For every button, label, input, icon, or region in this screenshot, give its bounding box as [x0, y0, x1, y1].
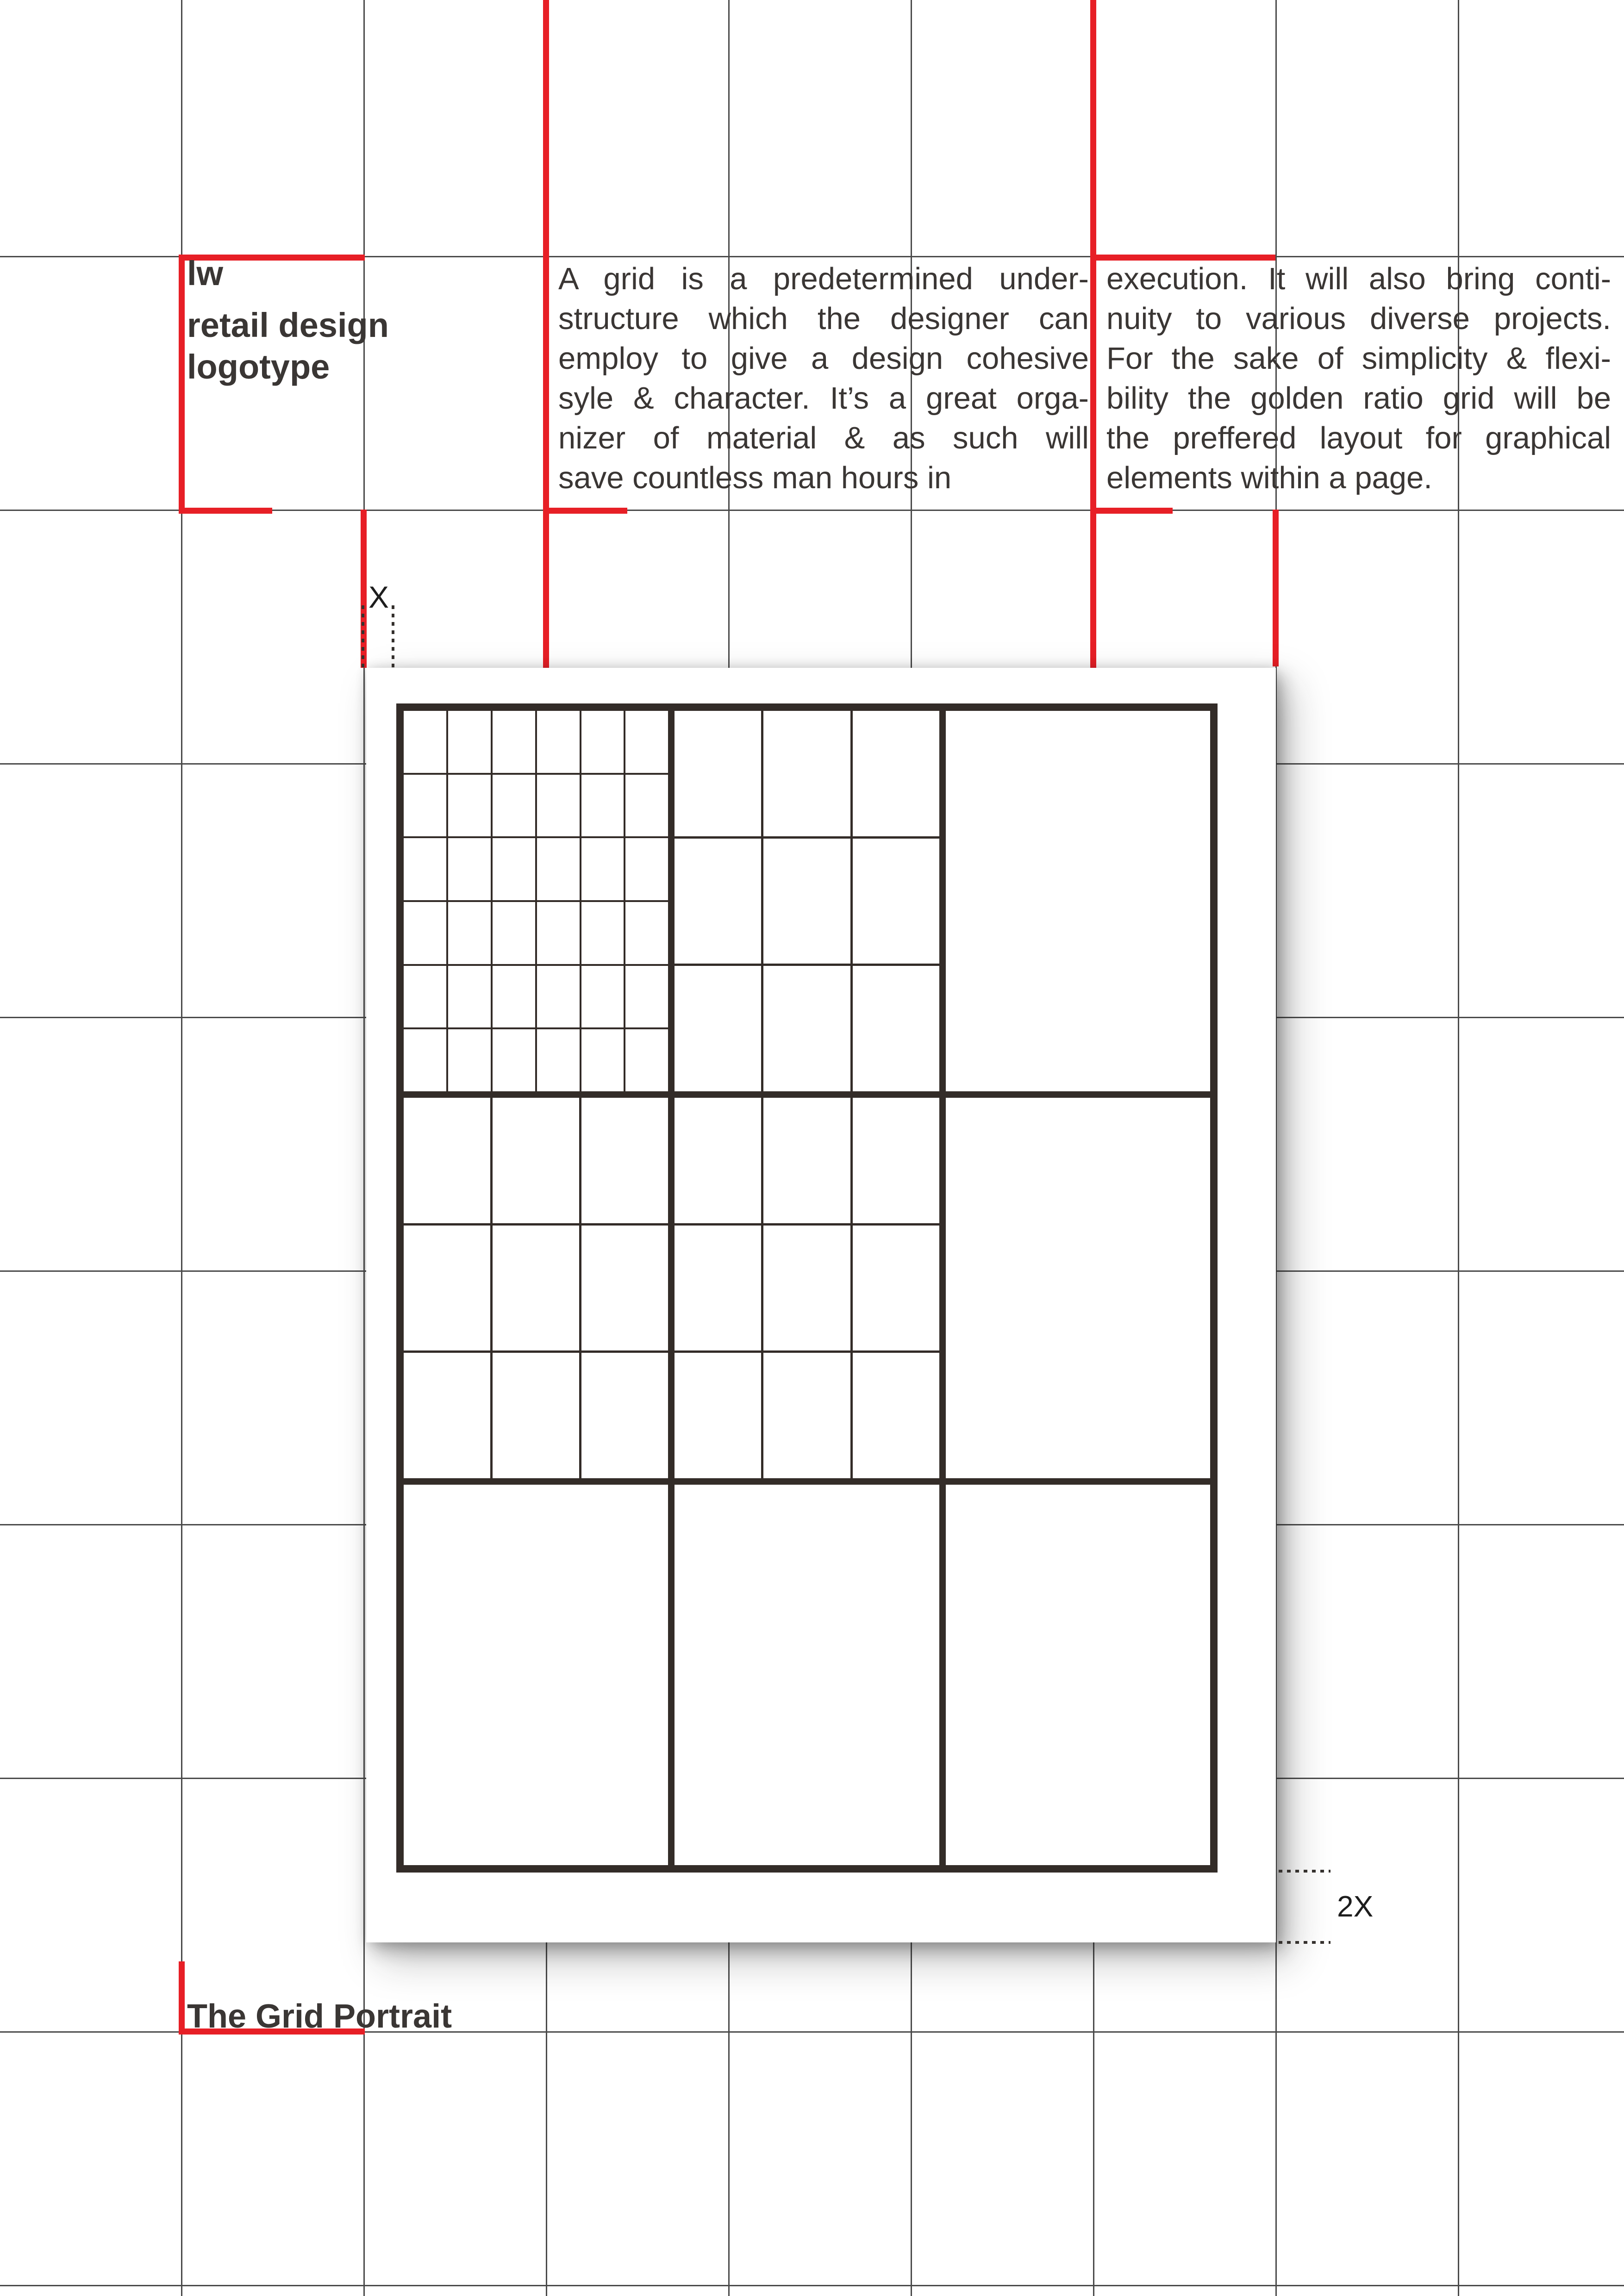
two-x-measure-dotted-line	[1279, 1870, 1330, 1873]
paragraph-line: elements within a page.	[1106, 460, 1432, 495]
x-measure-label: X	[369, 580, 389, 614]
medium-sub-cell	[763, 1226, 850, 1351]
medium-module-cell	[675, 711, 939, 1091]
paragraph-line: nuity to various diverse projects.	[1106, 301, 1611, 336]
paragraph-line: nizer of material & as such will	[558, 421, 1089, 455]
fine-sub-cell	[448, 838, 491, 900]
medium-sub-cell	[675, 966, 761, 1091]
paragraph-line: execution. It will also bring conti-	[1106, 261, 1611, 296]
fine-sub-cell	[581, 966, 624, 1028]
fine-sub-cell	[448, 966, 491, 1028]
medium-module-cell	[675, 1098, 939, 1478]
fine-sub-cell	[493, 711, 535, 773]
red-accent-tick-column1	[543, 508, 627, 514]
fine-sub-cell	[625, 902, 668, 964]
red-accent-line-column1-left	[543, 0, 549, 669]
medium-module-cell	[404, 1098, 668, 1478]
fine-sub-cell	[404, 838, 446, 900]
medium-sub-cell	[404, 1098, 490, 1223]
medium-sub-cell	[853, 711, 939, 836]
medium-sub-cell	[675, 1353, 761, 1478]
fine-sub-cell	[493, 775, 535, 837]
fine-sub-cell	[493, 1029, 535, 1091]
fine-sub-cell	[537, 838, 580, 900]
medium-sub-cell	[404, 1226, 490, 1351]
fine-sub-cell	[404, 775, 446, 837]
medium-sub-cell	[853, 839, 939, 964]
brand-logo	[187, 253, 389, 388]
fine-sub-cell	[581, 711, 624, 773]
x-measure-dotted-line	[392, 605, 394, 668]
background-grid-line-horizontal	[0, 2285, 1624, 2286]
fine-module-cell	[404, 711, 668, 1091]
medium-sub-cell	[404, 1353, 490, 1478]
fine-sub-cell	[404, 711, 446, 773]
medium-sub-cell	[763, 966, 850, 1091]
red-accent-line-card-right	[1273, 510, 1279, 666]
fine-sub-cell	[404, 902, 446, 964]
x-measure-dotted-line	[362, 605, 364, 668]
fine-sub-cell	[448, 711, 491, 773]
fine-sub-cell	[625, 775, 668, 837]
page-title: The Grid Portrait	[187, 1998, 452, 2035]
fine-sub-cell	[404, 966, 446, 1028]
medium-sub-cell	[581, 1353, 668, 1478]
paragraph-line: syle & character. It’s a great orga-	[558, 381, 1089, 416]
fine-sub-cell	[404, 1029, 446, 1091]
medium-sub-cell	[853, 1226, 939, 1351]
medium-sub-cell	[581, 1226, 668, 1351]
fine-sub-cell	[625, 838, 668, 900]
fine-sub-cell	[448, 775, 491, 837]
fine-sub-cell	[493, 838, 535, 900]
medium-sub-cell	[853, 1353, 939, 1478]
fine-sub-cell	[581, 902, 624, 964]
medium-sub-cell	[675, 1226, 761, 1351]
medium-sub-cell	[763, 1098, 850, 1223]
medium-sub-cell	[853, 966, 939, 1091]
empty-module-cell	[946, 1098, 1210, 1478]
fine-sub-cell	[537, 966, 580, 1028]
fine-sub-cell	[625, 711, 668, 773]
empty-module-cell	[946, 711, 1210, 1091]
fine-sub-cell	[625, 1029, 668, 1091]
fine-sub-cell	[537, 902, 580, 964]
grid-example-card	[366, 668, 1276, 1942]
intro-paragraph-column-2	[1106, 259, 1611, 498]
golden-ratio-grid	[396, 703, 1218, 1873]
red-accent-tick-column2	[1090, 508, 1173, 514]
paragraph-line: structure which the designer can	[558, 301, 1089, 336]
intro-paragraph-column-1	[558, 259, 1089, 498]
paragraph-line: the preffered layout for graphical	[1106, 421, 1611, 455]
fine-sub-cell	[448, 902, 491, 964]
paragraph-line: save countless man hours in	[558, 460, 952, 495]
logo-line: retail design	[187, 306, 389, 344]
fine-sub-cell	[537, 1029, 580, 1091]
logo-line: logotype	[187, 348, 330, 386]
fine-sub-cell	[493, 966, 535, 1028]
empty-module-cell	[404, 1485, 668, 1865]
medium-sub-cell	[581, 1098, 668, 1223]
red-accent-line-logo-left	[179, 255, 185, 514]
two-x-measure-dotted-line	[1279, 1941, 1330, 1944]
medium-sub-cell	[675, 839, 761, 964]
red-accent-line-column2-left	[1090, 0, 1096, 669]
fine-sub-cell	[581, 1029, 624, 1091]
medium-sub-cell	[675, 1098, 761, 1223]
red-accent-line-logo-bottom	[179, 508, 272, 514]
medium-sub-cell	[493, 1353, 579, 1478]
medium-sub-cell	[853, 1098, 939, 1223]
red-accent-line-title-left	[179, 1961, 185, 2035]
medium-sub-cell	[675, 711, 761, 836]
fine-sub-cell	[537, 775, 580, 837]
empty-module-cell	[946, 1485, 1210, 1865]
medium-sub-cell	[763, 1353, 850, 1478]
fine-sub-cell	[581, 838, 624, 900]
paragraph-line: bility the golden ratio grid will be	[1106, 381, 1611, 416]
paragraph-line: For the sake of simplicity & flexi-	[1106, 341, 1611, 376]
fine-sub-cell	[581, 775, 624, 837]
fine-sub-cell	[448, 1029, 491, 1091]
medium-sub-cell	[493, 1098, 579, 1223]
fine-sub-cell	[537, 711, 580, 773]
medium-sub-cell	[763, 711, 850, 836]
medium-sub-cell	[763, 839, 850, 964]
medium-sub-cell	[493, 1226, 579, 1351]
empty-module-cell	[675, 1485, 939, 1865]
two-x-measure-label: 2X	[1337, 1890, 1374, 1923]
fine-sub-cell	[625, 966, 668, 1028]
paragraph-line: A grid is a predetermined under-	[558, 261, 1089, 296]
fine-sub-cell	[493, 902, 535, 964]
paragraph-line: employ to give a design cohesive	[558, 341, 1089, 376]
logo-line: lw	[187, 254, 224, 292]
